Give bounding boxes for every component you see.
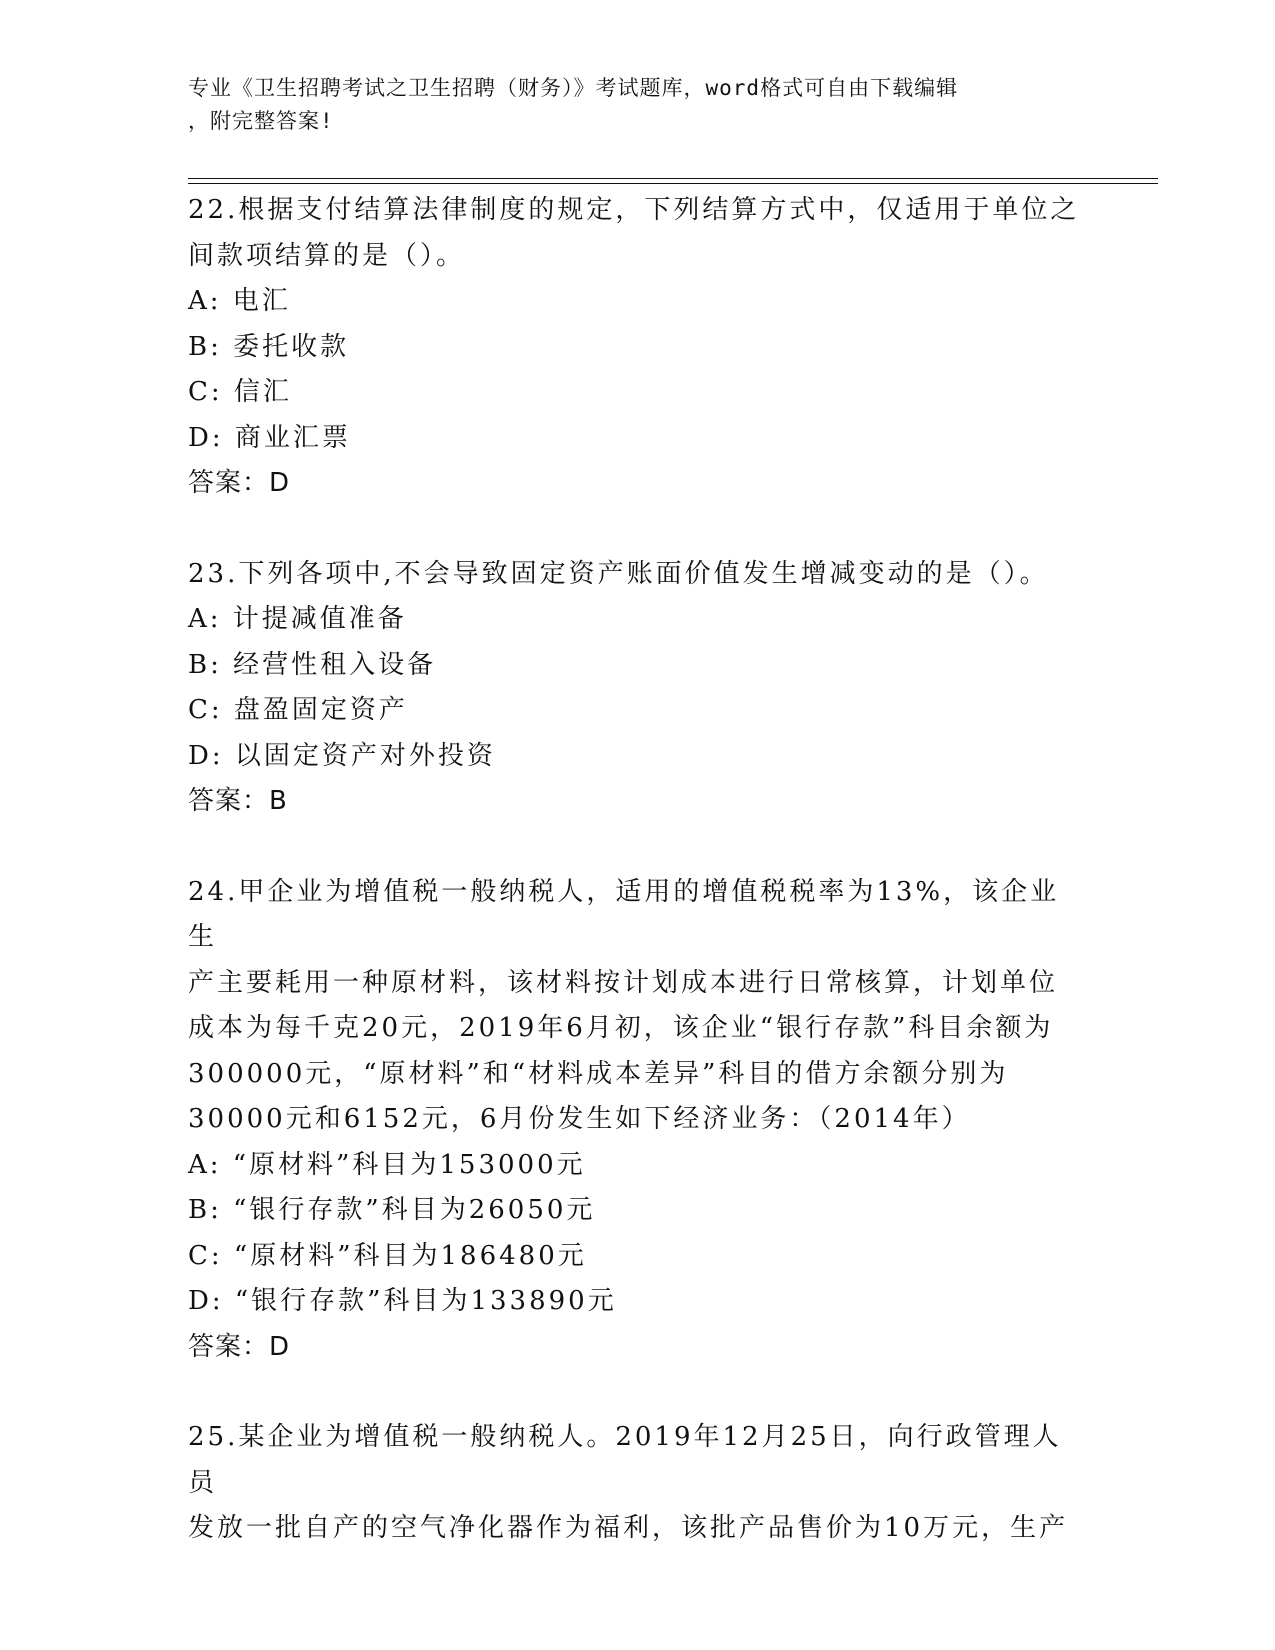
question-stem-line: 成本为每千克20元，2019年6月初，该企业“银行存款”科目余额为 xyxy=(188,1013,1054,1043)
question-stem-line: 产主要耗用一种原材料，该材料按计划成本进行日常核算，计划单位 xyxy=(188,967,1059,998)
question-stem-line: 23.下列各项中,不会导致固定资产账面价值发生增减变动的是（）。 xyxy=(188,558,1049,589)
question-spacer xyxy=(188,507,1088,552)
option-b: B: “银行存款”科目为26050元 xyxy=(188,1195,596,1225)
option-b: B: 委托收款 xyxy=(188,331,350,362)
answer-line: 答案：D xyxy=(188,1331,291,1362)
document-header xyxy=(188,72,1088,138)
question-stem-line: 30000元和6152元，6月份发生如下经济业务：（2014年） xyxy=(188,1104,971,1134)
question-spacer xyxy=(188,1370,1088,1415)
option-b: B: 经营性租入设备 xyxy=(188,649,437,680)
question-stem-line: 间款项结算的是（）。 xyxy=(188,240,466,271)
header-line-2: ，附完整答案! xyxy=(188,109,334,133)
answer-line: 答案：B xyxy=(188,786,288,816)
option-c: C: “原材料”科目为186480元 xyxy=(188,1240,587,1271)
header-line-1: 专业《卫生招聘考试之卫生招聘（财务）》考试题库，word格式可自由下载编辑 xyxy=(188,76,959,100)
question-stem-line: 发放一批自产的空气净化器作为福利，该批产品售价为10万元，生产 xyxy=(188,1513,1069,1543)
option-d: D: 商业汇票 xyxy=(188,422,351,453)
question-25 xyxy=(188,1415,1088,1552)
header-divider-top xyxy=(188,178,1158,179)
question-stem-line: 25.某企业为增值税一般纳税人。2019年12月25日，向行政管理人员 xyxy=(188,1422,1062,1498)
question-23 xyxy=(188,552,1088,825)
question-24 xyxy=(188,870,1088,1371)
question-stem-line: 22.根据支付结算法律制度的规定，下列结算方式中，仅适用于单位之 xyxy=(188,195,1080,225)
option-d: D: 以固定资产对外投资 xyxy=(188,740,496,771)
option-d: D: “银行存款”科目为133890元 xyxy=(188,1286,617,1316)
question-spacer xyxy=(188,825,1088,870)
option-a: A: “原材料”科目为153000元 xyxy=(188,1149,586,1180)
answer-line: 答案：D xyxy=(188,468,291,498)
option-c: C: 盘盈固定资产 xyxy=(188,695,408,725)
header-divider-bottom xyxy=(188,183,1158,184)
option-c: C: 信汇 xyxy=(188,377,292,407)
question-stem-line: 300000元，“原材料”和“材料成本差异”科目的借方余额分别为 xyxy=(188,1058,1009,1089)
question-stem-line: 24.甲企业为增值税一般纳税人，适用的增值税税率为13%，该企业生 xyxy=(188,876,1060,952)
option-a: A: 电汇 xyxy=(188,286,291,316)
question-list xyxy=(188,188,1088,1552)
question-22 xyxy=(188,188,1088,507)
option-a: A: 计提减值准备 xyxy=(188,604,407,634)
